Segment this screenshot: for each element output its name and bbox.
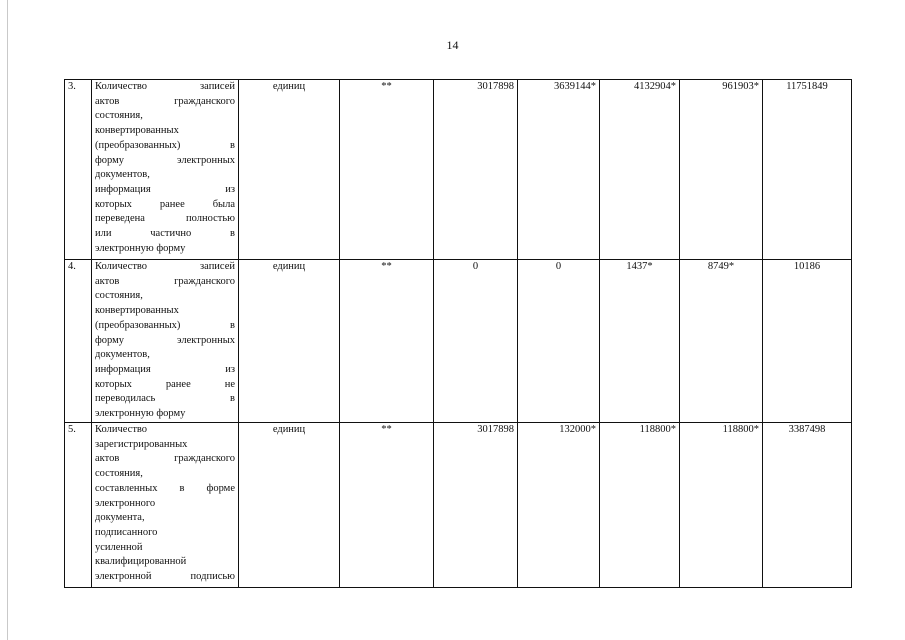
indicator-name-line: которых ранее была [95,198,235,210]
value-cell: 118800* [600,423,680,588]
indicator-name-line: актов гражданского [95,453,235,465]
indicator-name-line: электронного [95,497,156,509]
indicator-name-line: конвертированных [95,125,179,137]
indicator-name-line: состояния, [95,110,143,122]
indicator-name-line: Количество [95,424,148,435]
indicator-name-line: форму электронных [95,334,235,346]
table-row [65,260,852,423]
base-value-cell: ** [340,260,434,423]
indicator-name-line: Количество записей [95,81,235,92]
indicator-name-line: зарегистрированных [95,438,188,450]
indicator-name-line: состояния, [95,290,143,302]
unit-cell: единиц [239,80,340,260]
base-value-cell: ** [340,423,434,588]
indicator-name-line: (преобразованных) в [95,139,235,151]
scan-edge-line [7,0,8,640]
row-number-cell: 4. [65,260,92,423]
indicator-name-line: конвертированных [95,305,179,317]
indicator-name-line: актов гражданского [95,95,235,107]
value-cell: 4132904* [600,80,680,260]
indicator-name-line: квалифицированной [95,556,187,568]
value-cell: 1437* [600,260,680,423]
value-cell: 3639144* [518,80,600,260]
value-cell: 961903* [680,80,763,260]
indicator-name-line: информация из [95,183,235,195]
indicator-name-line: информация из [95,363,235,375]
value-cell: 3017898 [434,80,518,260]
row-number-cell: 5. [65,423,92,588]
indicator-name-line: документов, [95,349,150,361]
unit-cell: единиц [239,423,340,588]
indicator-name-line: которых ранее не [95,378,235,390]
unit-cell: единиц [239,260,340,423]
value-cell: 3017898 [434,423,518,588]
indicator-name-line: документа, [95,512,145,524]
table-row [65,423,852,588]
indicator-name-line: подписанного [95,526,158,538]
indicator-name-line: форму электронных [95,154,235,166]
row-number-cell: 3. [65,80,92,260]
indicator-name-line: переведена полностью [95,213,235,225]
indicator-name-line: усиленной [95,541,143,553]
indicator-name-cell [92,423,239,588]
indicator-name-line: переводилась в [95,393,235,405]
indicator-name-line: (преобразованных) в [95,319,235,331]
indicator-table [64,79,852,588]
indicator-name-cell [92,260,239,423]
value-cell: 0 [518,260,600,423]
value-cell: 0 [434,260,518,423]
indicator-name-line: электронную форму [95,242,186,254]
total-cell: 10186 [763,260,852,423]
value-cell: 132000* [518,423,600,588]
total-cell: 3387498 [763,423,852,588]
value-cell: 8749* [680,260,763,423]
indicator-name-line: актов гражданского [95,275,235,287]
indicator-name-line: составленных в форме [95,482,235,494]
indicator-name-line: состояния, [95,468,143,480]
indicator-name-line: электронную форму [95,408,186,420]
total-cell: 11751849 [763,80,852,260]
indicator-name-line: Количество записей [95,261,235,272]
indicator-name-line: электронной подписью [95,571,235,583]
indicator-name-cell [92,80,239,260]
page-number: 14 [446,38,459,52]
indicator-name-line: или частично в [95,228,235,240]
indicator-name-line: документов, [95,169,150,181]
base-value-cell: ** [340,80,434,260]
value-cell: 118800* [680,423,763,588]
table-row [65,80,852,260]
